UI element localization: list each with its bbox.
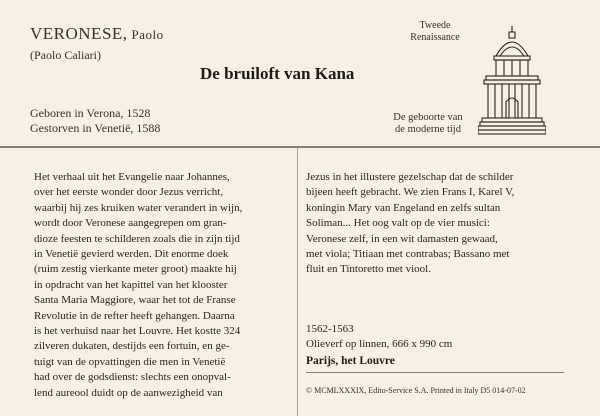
era-line-1: Tweede — [419, 20, 451, 31]
text-line: Het verhaal uit het Evangelie naar Johannes, — [34, 171, 230, 183]
text-line: fluit en Tintoretto met viool. — [306, 263, 431, 276]
artist-realname: (Paolo Caliari) — [30, 48, 101, 62]
text-line: Soliman... Het oog valt op de vier musici: — [306, 217, 490, 230]
caption-line-1: De geboorte van — [393, 112, 463, 123]
birth-line: Geboren in Verona, 1528 — [30, 106, 151, 120]
text-line: zilveren dukaten, destijds een fortuin, en ge- — [34, 340, 230, 353]
painting-title: De bruiloft van Kana — [200, 64, 355, 83]
text-line: had over de godsdienst: slechts een onopval- — [34, 371, 231, 384]
footer-divider — [306, 372, 564, 373]
description-right-column — [306, 170, 562, 278]
text-line: tuigt van de opvattingen die men in Venetië — [34, 355, 226, 368]
artist-name — [30, 24, 164, 44]
text-line: is het verhuisd naar het Louvre. Het kostte 324 — [34, 325, 241, 338]
text-line: waarbij hij zes kruiken water verandert in wijn, — [34, 201, 243, 214]
text-line: in Venetië gevierd werden. Dit enorme doek — [34, 248, 229, 261]
text-line: over het eerste wonder door Jezus verricht, — [34, 186, 224, 199]
painting-medium: Olieverf op linnen, 666 x 990 cm — [306, 338, 453, 350]
death-line: Gestorven in Venetië, 1588 — [30, 121, 161, 135]
artist-firstname: Paolo — [131, 27, 164, 42]
text-line: (ruim zestig vierkante meter groot) maakte hij — [34, 263, 237, 276]
header-divider — [0, 146, 600, 148]
column-divider — [297, 148, 298, 416]
text-line: met viola; Titiaan met contrabas; Bassano met — [306, 248, 510, 261]
artist-surname: VERONESE, — [30, 24, 128, 43]
life-dates — [30, 106, 160, 136]
text-line: in opdracht van het kapittel van het klooster — [34, 278, 228, 291]
caption-line-2: de moderne tijd — [395, 124, 461, 135]
era-line-2: Renaissance — [410, 32, 460, 43]
text-line: Veronese zelf, in een wit damasten gewaad, — [306, 232, 498, 245]
text-line: koningin Mary van Engeland en zelfs sultan — [306, 201, 501, 214]
era-caption — [386, 112, 470, 136]
text-line: Santa Maria Maggiore, waar het tot de Franse — [34, 294, 236, 307]
description-left-column — [34, 170, 284, 401]
text-line: Jezus in het illustere gezelschap dat de schilder — [306, 171, 514, 183]
text-line: dioze feesten te schilderen zoals die in zijn tijd — [34, 232, 240, 245]
text-line: Revolutie in de refter heeft gehangen. Daarna — [34, 309, 235, 322]
tempietto-icon — [478, 22, 546, 142]
painting-location: Parijs, het Louvre — [306, 355, 395, 367]
copyright-credits: © MCMLXXXIX, Edito-Service S.A. Printed in Italy D5 014-07-02 — [306, 386, 526, 395]
era-label — [396, 20, 474, 44]
text-line: wordt door Veronese aangegrepen om gran- — [34, 217, 227, 230]
text-line: lend aureool duidt op de aanwezigheid van — [34, 386, 223, 399]
painting-dates: 1562-1563 — [306, 323, 354, 335]
text-line: bijeen heeft gebracht. We zien Frans I, Karel V, — [306, 186, 515, 199]
